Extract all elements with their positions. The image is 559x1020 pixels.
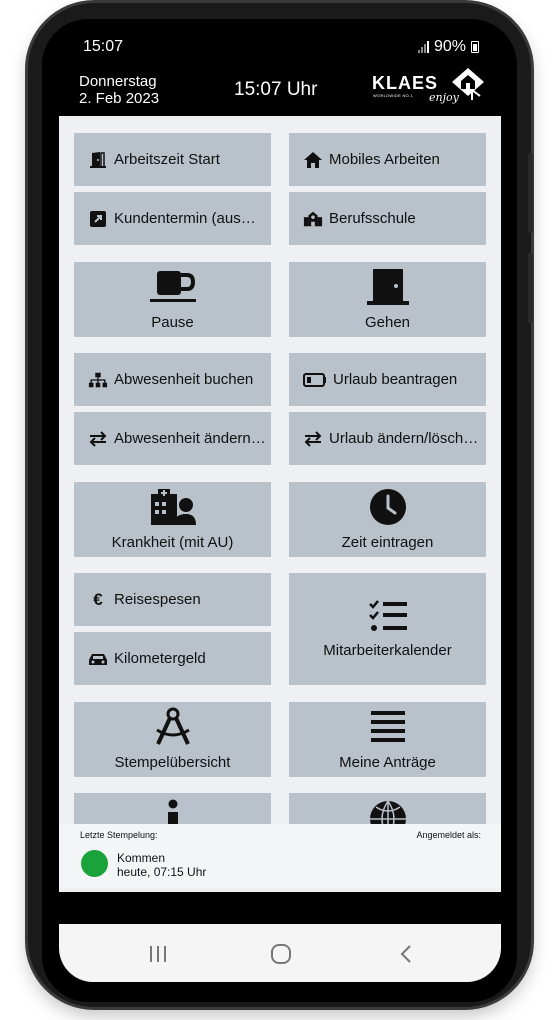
tile-reisespesen[interactable] [74,573,271,626]
tile-label: Reisespesen [114,591,201,608]
tile-label: Mitarbeiterkalender [323,642,452,659]
tile-label: Urlaub ändern/lösch… [329,430,479,447]
external-link-icon [88,209,108,229]
tile-abwesenheit-aendern[interactable] [74,412,271,465]
tile-stempeluebersicht[interactable] [74,702,271,777]
list-icon [370,710,406,746]
power-button [528,253,533,323]
tile-berufsschule[interactable] [289,192,486,245]
status-indicators [418,38,479,56]
door-open-icon [88,150,108,170]
tile-label: Gehen [364,314,411,331]
tile-kilometergeld[interactable] [74,632,271,685]
tile-label: Arbeitszeit Start [114,151,220,168]
tile-abwesenheit-buchen[interactable] [74,353,271,406]
header-clock: 15:07 Uhr [234,79,318,100]
tile-kundentermin[interactable] [74,192,271,245]
tile-label: Zeit eintragen [341,534,434,551]
hospital-user-icon [149,488,197,530]
tile-label: Stempelübersicht [114,754,231,771]
system-nav-bar [59,924,501,982]
last-stamp-info [117,851,206,879]
sitemap-icon [88,370,108,390]
tile-label: Urlaub beantragen [333,371,458,388]
battery-status-icon [471,41,479,53]
last-stamp-type: Kommen [117,851,166,865]
checklist-icon [368,599,408,637]
volume-button [528,153,533,233]
swap-arrows-icon [88,429,108,449]
tile-label: Abwesenheit ändern… [114,430,266,447]
back-button[interactable] [391,940,421,968]
tile-urlaub-beantragen[interactable] [289,353,486,406]
status-time: 15:07 [83,38,124,55]
tile-gehen[interactable] [289,262,486,337]
home-circle-icon [270,943,292,965]
recent-apps-icon [148,945,168,963]
tile-grid [59,116,501,892]
header-full-date: 2. Feb 2023 [79,90,160,107]
tile-label: Krankheit (mit AU) [111,534,234,551]
tile-krankheit[interactable] [74,482,271,557]
logo-house-icon [450,66,486,102]
app-header [42,71,517,117]
tile-mitarbeiterkalender[interactable] [289,573,486,685]
tile-meine-antraege[interactable] [289,702,486,777]
door-closed-icon [366,268,410,310]
logo-main: KLAES [372,73,439,93]
logo-script: enjoy [429,91,459,104]
logo-sub: WORLDWIDE NO.1 [373,93,413,98]
header-day: Donnerstag [79,73,157,90]
tile-pause[interactable] [74,262,271,337]
tile-label: Kilometergeld [114,650,206,667]
header-date [79,73,159,107]
tile-zeit-eintragen[interactable] [289,482,486,557]
tile-mobiles-arbeiten[interactable] [289,133,486,186]
tile-label: Kundentermin (aus… [114,210,256,227]
battery-percent: 90% [433,38,466,55]
klaes-logo [372,71,484,111]
last-stamp-panel [59,824,501,888]
tile-label: Berufsschule [329,210,416,227]
home-button[interactable] [266,940,296,968]
tile-label: Abwesenheit buchen [114,371,254,388]
tile-label: Mobiles Arbeiten [329,151,440,168]
last-stamp-time: heute, 07:15 Uhr [117,865,207,879]
tile-arbeitszeit-start[interactable] [74,133,271,186]
status-bar [42,19,517,71]
tile-label: Pause [151,314,194,331]
last-stamp-label: Letzte Stempelung: [80,830,158,840]
status-indicator-dot [81,850,108,877]
logged-in-label: Angemeldet als: [416,830,481,840]
clock-icon [369,488,407,530]
swap-arrows-icon [303,429,323,449]
car-icon [88,649,108,669]
battery-icon [303,370,327,390]
recent-apps-button[interactable] [143,940,173,968]
school-icon [303,209,323,229]
back-chevron-icon [399,944,413,964]
tile-label: Meine Anträge [339,754,436,771]
coffee-cup-icon [149,270,197,308]
compass-icon [153,706,193,750]
home-icon [303,150,323,170]
signal-icon [418,41,429,53]
tile-urlaub-aendern[interactable] [289,412,486,465]
euro-icon: € [93,589,103,609]
